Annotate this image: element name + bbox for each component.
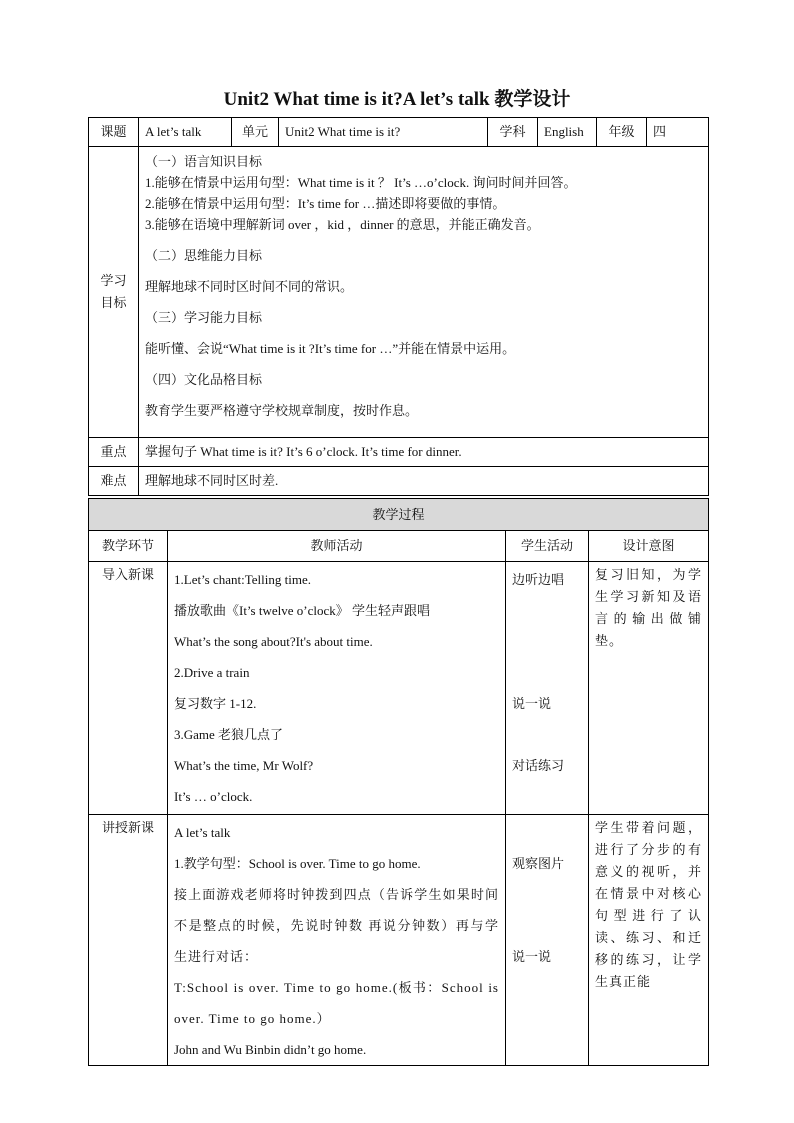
teacher-line: It’s … o’clock. — [174, 789, 253, 804]
process-table — [88, 498, 709, 1066]
goal-section1-item3: 3.能够在语境中理解新词 over ，kid ，dinner 的意思，并能正确发音。 — [145, 217, 540, 232]
student-line: 观察图片 — [512, 856, 565, 871]
student-activity-intro — [506, 562, 589, 815]
student-line: 对话练习 — [512, 758, 565, 773]
teacher-line: What’s the song about?It's about time. — [174, 634, 373, 649]
teacher-line: 播放歌曲《It’s twelve o’clock》 学生轻声跟唱 — [174, 603, 430, 618]
header-row — [89, 118, 709, 147]
teacher-line: 复习数字 1-12. — [174, 696, 257, 711]
unit-label: 单元 — [232, 118, 279, 147]
goals-label-line2: 目标 — [100, 295, 127, 310]
teacher-line: 1.Let’s chant:Telling time. — [174, 572, 312, 587]
process-heading: 教学过程 — [89, 499, 709, 531]
difficulty-text: 理解地球不同时区时差. — [139, 467, 709, 496]
goal-section1-title: （一）语言知识目标 — [145, 154, 263, 169]
goal-section1-item2: 2.能够在情景中运用句型：It’s time for …描述即将要做的事情。 — [145, 196, 506, 211]
topic-label: 课题 — [89, 118, 139, 147]
teacher-line: A let’s talk — [174, 825, 231, 840]
goals-label-line1: 学习 — [100, 273, 127, 288]
teacher-line: 接上面游戏老师将时钟拨到四点（告诉学生如果时间不是整点的时候，先说时钟数 再说分钟数）再与学生进行对话： — [174, 887, 499, 964]
process-row-intro — [89, 562, 709, 815]
lesson-info-table — [88, 117, 709, 496]
goals-row — [89, 147, 709, 438]
teacher-line: 3.Game 老狼几点了 — [174, 727, 284, 742]
stage-new: 讲授新课 — [89, 815, 168, 1066]
teacher-line: What’s the time, Mr Wolf? — [174, 758, 314, 773]
stage-intro: 导入新课 — [89, 562, 168, 815]
unit-value: Unit2 What time is it? — [279, 118, 488, 147]
subject-label: 学科 — [488, 118, 538, 147]
teacher-line: 2.Drive a train — [174, 665, 250, 680]
difficulty-label: 难点 — [89, 467, 139, 496]
teacher-activity-intro — [168, 562, 506, 815]
student-line: 边听边唱 — [512, 572, 565, 587]
goal-section3-title: （三）学习能力目标 — [145, 310, 263, 325]
teacher-line: John and Wu Binbin didn’t go home. — [174, 1042, 367, 1057]
col-header-teacher: 教师活动 — [168, 531, 506, 562]
col-header-stage: 教学环节 — [89, 531, 168, 562]
teacher-line: T:School is over. Time to go home.(板书：School is over. Time to go home.） — [174, 980, 499, 1026]
goal-section1-item1: 1.能够在情景中运用句型：What time is it ？ It’s …o’clock. 询问时间并回答。 — [145, 175, 577, 190]
teacher-activity-new — [168, 815, 506, 1066]
grade-label: 年级 — [597, 118, 647, 147]
goal-section2-text: 理解地球不同时区时间不同的常识。 — [145, 279, 354, 294]
key-point-label: 重点 — [89, 438, 139, 467]
goal-section4-title: （四）文化品格目标 — [145, 372, 263, 387]
goal-section2-title: （二）思维能力目标 — [145, 248, 263, 263]
goals-label — [89, 147, 139, 438]
topic-value: A let’s talk — [139, 118, 232, 147]
key-point-text: 掌握句子 What time is it? It’s 6 o’clock. It’s time for dinner. — [139, 438, 709, 467]
student-line: 说一说 — [512, 696, 552, 711]
teacher-line: 1.教学句型：School is over. Time to go home. — [174, 856, 421, 871]
goals-content — [139, 147, 709, 438]
goal-section3-text: 能听懂、会说“What time is it ?It’s time for …”并能在情景中运用。 — [145, 341, 516, 356]
document-title: Unit2 What time is it?A let’s talk 教学设计 — [223, 89, 571, 110]
goal-section4-text: 教育学生要严格遵守学校规章制度，按时作息。 — [145, 403, 419, 418]
process-row-new — [89, 815, 709, 1066]
student-activity-new — [506, 815, 589, 1066]
col-header-intent: 设计意图 — [589, 531, 709, 562]
grade-value: 四 — [647, 118, 709, 147]
process-column-headers — [89, 531, 709, 562]
difficulty-row — [89, 467, 709, 496]
design-intent-intro: 复习旧知，为学生学习新知及语言的输出做铺垫。 — [589, 562, 709, 815]
process-heading-row — [89, 499, 709, 531]
design-intent-new: 学生带着问题，进行了分步的有意义的视听，并在情景中对核心句型进行了认读、练习、和迁移的练习，让学生真正能 — [589, 815, 709, 1066]
student-line: 说一说 — [512, 949, 552, 964]
key-point-row — [89, 438, 709, 467]
col-header-student: 学生活动 — [506, 531, 589, 562]
subject-value: English — [538, 118, 597, 147]
